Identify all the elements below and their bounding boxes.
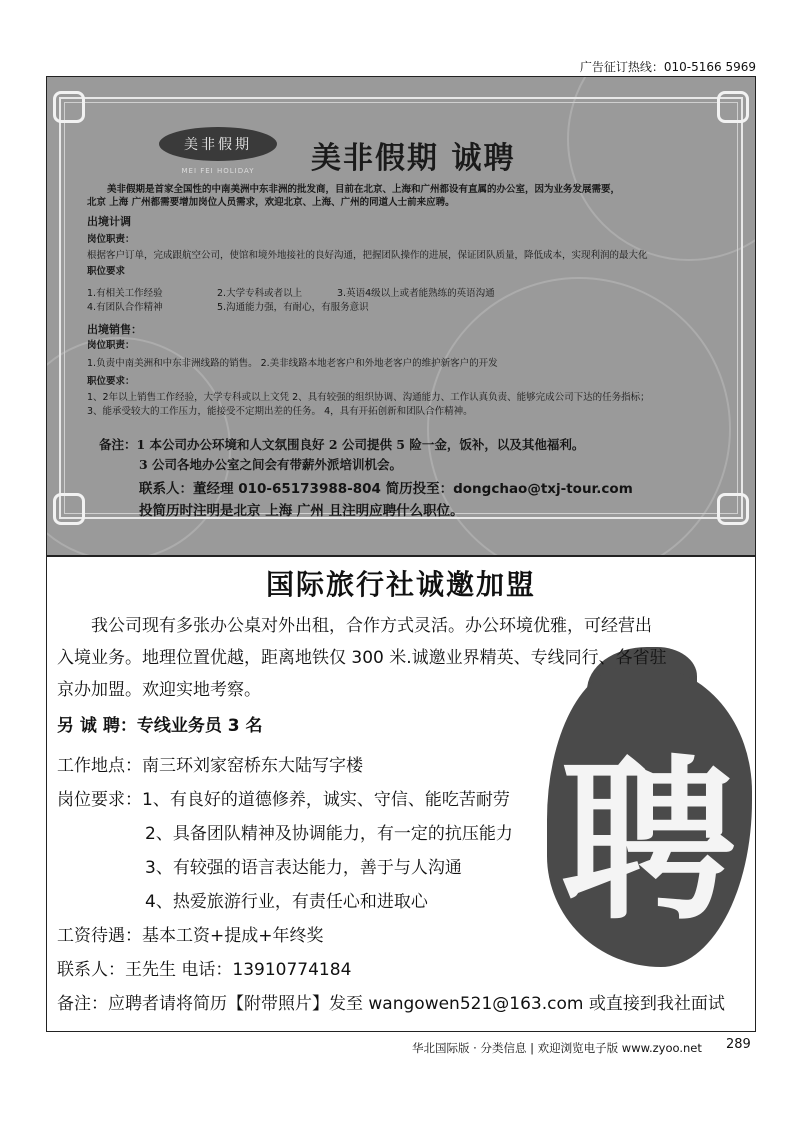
section-title: 出境销售： bbox=[87, 323, 142, 336]
req-label: 职位要求： bbox=[87, 376, 135, 387]
req-item: 3、能承受较大的工作压力，能接受不定期出差的任务。 4，具有开拓创新和团队合作精神。 bbox=[87, 406, 473, 417]
meifei-ad bbox=[46, 76, 756, 556]
ad1-title: 美非假期 诚聘 bbox=[311, 141, 516, 176]
frame-corner-ornament bbox=[717, 493, 749, 525]
ad2-contact: 联系人：王先生 电话：13910774184 bbox=[57, 960, 352, 980]
intro-paragraph: 京办加盟。欢迎实地考察。 bbox=[57, 680, 261, 700]
req-item: 1.有相关工作经验 bbox=[87, 288, 163, 299]
ad1-contact: 联系人：董经理 010-65173988-804 简历投至：dongchao@txj-tour.com bbox=[139, 481, 633, 497]
work-location: 工作地点：南三环刘家窑桥东大陆写字楼 bbox=[57, 756, 363, 776]
intro-paragraph: 我公司现有多张办公桌对外出租，合作方式灵活。办公环境优雅，可经营出 bbox=[91, 616, 652, 636]
duty-label: 岗位职责： bbox=[87, 234, 135, 245]
intro-paragraph: 入境业务。地理位置优越，距离地铁仅 300 米.诚邀业界精英、专线同行、各省驻 bbox=[57, 648, 667, 668]
intro-line: 北京 上海 广州都需要增加岗位人员需求，欢迎北京、上海、广州的同道人士前来应聘。 bbox=[87, 197, 455, 208]
travel-agency-ad bbox=[46, 556, 756, 1032]
benefits-note: 备注：1 本公司办公环境和人文氛围良好 2 公司提供 5 险一金，饭补，以及其他福利。 bbox=[99, 437, 585, 452]
requirement: 2、具备团队精神及协调能力，有一定的抗压能力 bbox=[145, 824, 513, 844]
req-item: 2.大学专科或者以上 bbox=[217, 288, 303, 299]
req-item: 4.有团队合作精神 bbox=[87, 302, 163, 313]
req-label: 职位要求 bbox=[87, 266, 126, 277]
page-number: 289 bbox=[726, 1037, 751, 1052]
requirement: 3、有较强的语言表达能力，善于与人沟通 bbox=[145, 858, 462, 878]
duty-label: 岗位职责： bbox=[87, 340, 135, 351]
meifei-logo: 美非假期 bbox=[159, 127, 277, 161]
salary: 工资待遇：基本工资+提成+年终奖 bbox=[57, 926, 324, 946]
pin-character-graphic: 聘 bbox=[560, 739, 736, 944]
frame-corner-ornament bbox=[53, 493, 85, 525]
requirement: 4、热爱旅游行业，有责任心和进取心 bbox=[145, 892, 428, 912]
ad1-contact-note: 投简历时注明是北京 上海 广州 且注明应聘什么职位。 bbox=[139, 503, 464, 519]
req-item: 3.英语4级以上或者能熟练的英语沟通 bbox=[337, 288, 495, 299]
meifei-logo-subtitle: MEI FEI HOLIDAY bbox=[181, 167, 255, 175]
requirement: 岗位要求：1、有良好的道德修养，诚实、守信、能吃苦耐劳 bbox=[57, 790, 510, 810]
intro-line: 美非假期是首家全国性的中南美洲中东非洲的批发商，目前在北京、上海和广州都设有直属的办公室，因为业务发展需要， bbox=[107, 184, 621, 195]
section-title: 出境计调 bbox=[87, 215, 131, 228]
ad2-remark: 备注：应聘者请将简历【附带照片】发至 wangowen521@163.com 或直接到我社面试 bbox=[57, 994, 725, 1014]
frame-corner-ornament bbox=[717, 91, 749, 123]
req-item: 5.沟通能力强，有耐心，有服务意识 bbox=[217, 302, 369, 313]
ad2-title: 国际旅行社诚邀加盟 bbox=[265, 568, 536, 601]
frame-corner-ornament bbox=[53, 91, 85, 123]
benefits-note: 3 公司各地办公室之间会有带薪外派培训机会。 bbox=[139, 457, 403, 472]
page-footer: 华北国际版 · 分类信息 | 欢迎浏览电子版 www.zyoo.net bbox=[412, 1041, 702, 1055]
ad-hotline: 广告征订热线：010-5166 5969 bbox=[579, 60, 756, 74]
duty-text: 根据客户订单，完成跟航空公司，使馆和境外地接社的良好沟通，把握团队操作的进展，保证团队质量，降低成本，实现利润的最大化 bbox=[87, 250, 648, 261]
also-hiring: 另 诚 聘：专线业务员 3 名 bbox=[57, 716, 263, 736]
req-item: 1、2年以上销售工作经验，大学专科或以上文凭 2、具有较强的组织协调、沟通能力、工作认真负责、能够完成公司下达的任务指标； bbox=[87, 392, 650, 403]
duty-text: 1.负责中南美洲和中东非洲线路的销售。 2.美非线路本地老客户和外地老客户的维护新客户的开发 bbox=[87, 358, 498, 369]
